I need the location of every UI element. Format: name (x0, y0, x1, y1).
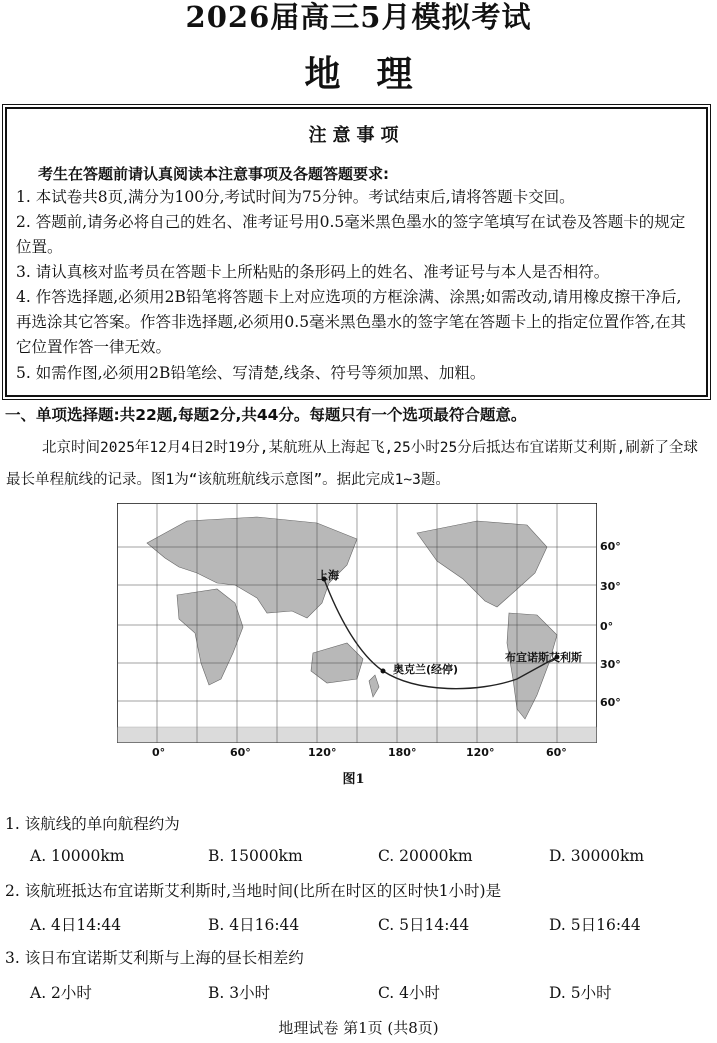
exam-title: 2026届高三5月模拟考试 (185, 0, 532, 34)
question-1-option-d: D. 30000km (549, 847, 645, 865)
lon-label-180: 180° (388, 746, 417, 759)
map-svg (117, 503, 597, 743)
question-2-stem: 2. 该航班抵达布宜诺斯艾利斯时,当地时间(比所在时区的区时快1小时)是 (5, 882, 502, 900)
lon-label-0: 0° (152, 746, 166, 759)
question-3-option-c: C. 4小时 (378, 984, 441, 1002)
lat-label-60n: 60° (600, 540, 621, 553)
question-1-option-a: A. 10000km (30, 847, 125, 865)
intro-paragraph: 北京时间2025年12月4日2时19分,某航班从上海起飞,25小时25分后抵达布宜诺斯艾利斯,刷新了全球最长单程航线的记录。图1为“该航班航线示意图”。据此完成1~3题。 (6, 440, 698, 488)
question-3-stem: 3. 该日布宜诺斯艾利斯与上海的昼长相差约 (5, 949, 304, 967)
lat-label-30s: 30° (600, 658, 621, 671)
lat-label-60s: 60° (600, 696, 621, 709)
page-footer: 地理试卷 第1页 (共8页) (278, 1019, 439, 1037)
question-1-stem: 1. 该航线的单向航程约为 (5, 815, 180, 833)
route-map (117, 503, 597, 743)
question-1-option-b: B. 15000km (208, 847, 303, 865)
question-2-option-b: B. 4日16:44 (208, 916, 300, 934)
lon-label-60w: 60° (546, 746, 567, 759)
subject-title: 地理 (304, 53, 449, 95)
lat-label-0: 0° (600, 620, 614, 633)
notice-intro: 考生在答题前请认真阅读本注意事项及各题答题要求: (38, 165, 390, 183)
question-3-option-a: A. 2小时 (30, 984, 92, 1002)
question-3-option-b: B. 3小时 (208, 984, 271, 1002)
section-heading: 一、单项选择题:共22题,每题2分,共44分。每题只有一个选项最符合题意。 (5, 406, 527, 424)
question-2-option-c: C. 5日14:44 (378, 916, 470, 934)
notice-box (5, 107, 708, 397)
notice-item-4: 4. 作答选择题,必须用2B铅笔将答题卡上对应选项的方框涂满、涂黑;如需改动,请用橡皮擦干净后,再选涂其它答案。作答非选择题,必须用0.5毫米黑色墨水的签字笔在答题卡上的指定位置作答,在其它位置作答一律无效。 (16, 288, 687, 356)
notice-item-3: 3. 请认真核对监考员在答题卡上所粘贴的条形码上的姓名、准考证号与本人是否相符。 (16, 263, 610, 281)
lon-label-120w: 120° (466, 746, 495, 759)
question-2-option-a: A. 4日14:44 (30, 916, 122, 934)
auckland-marker (381, 669, 386, 674)
notice-item-1: 1. 本试卷共8页,满分为100分,考试时间为75分钟。考试结束后,请将答题卡交回。 (16, 188, 575, 206)
label-buenos-aires: 布宜诺斯艾利斯 (505, 651, 582, 664)
notice-title: 注意事项 (308, 125, 405, 146)
label-auckland: 奥克兰(经停) (393, 663, 459, 676)
label-shanghai: 上海 (317, 569, 339, 582)
question-2-option-d: D. 5日16:44 (549, 916, 641, 934)
notice-item-2: 2. 答题前,请务必将自己的姓名、准考证号用0.5毫米黑色墨水的签字笔填写在试卷及答题卡的规定位置。 (16, 213, 686, 256)
question-3-option-d: D. 5小时 (549, 984, 612, 1002)
lon-label-60e: 60° (230, 746, 251, 759)
lon-label-120e: 120° (308, 746, 337, 759)
question-1-option-c: C. 20000km (378, 847, 473, 865)
figure-caption: 图1 (342, 772, 365, 787)
lat-label-30n: 30° (600, 580, 621, 593)
notice-item-5: 5. 如需作图,必须用2B铅笔绘、写清楚,线条、符号等须加黑、加粗。 (16, 364, 486, 382)
